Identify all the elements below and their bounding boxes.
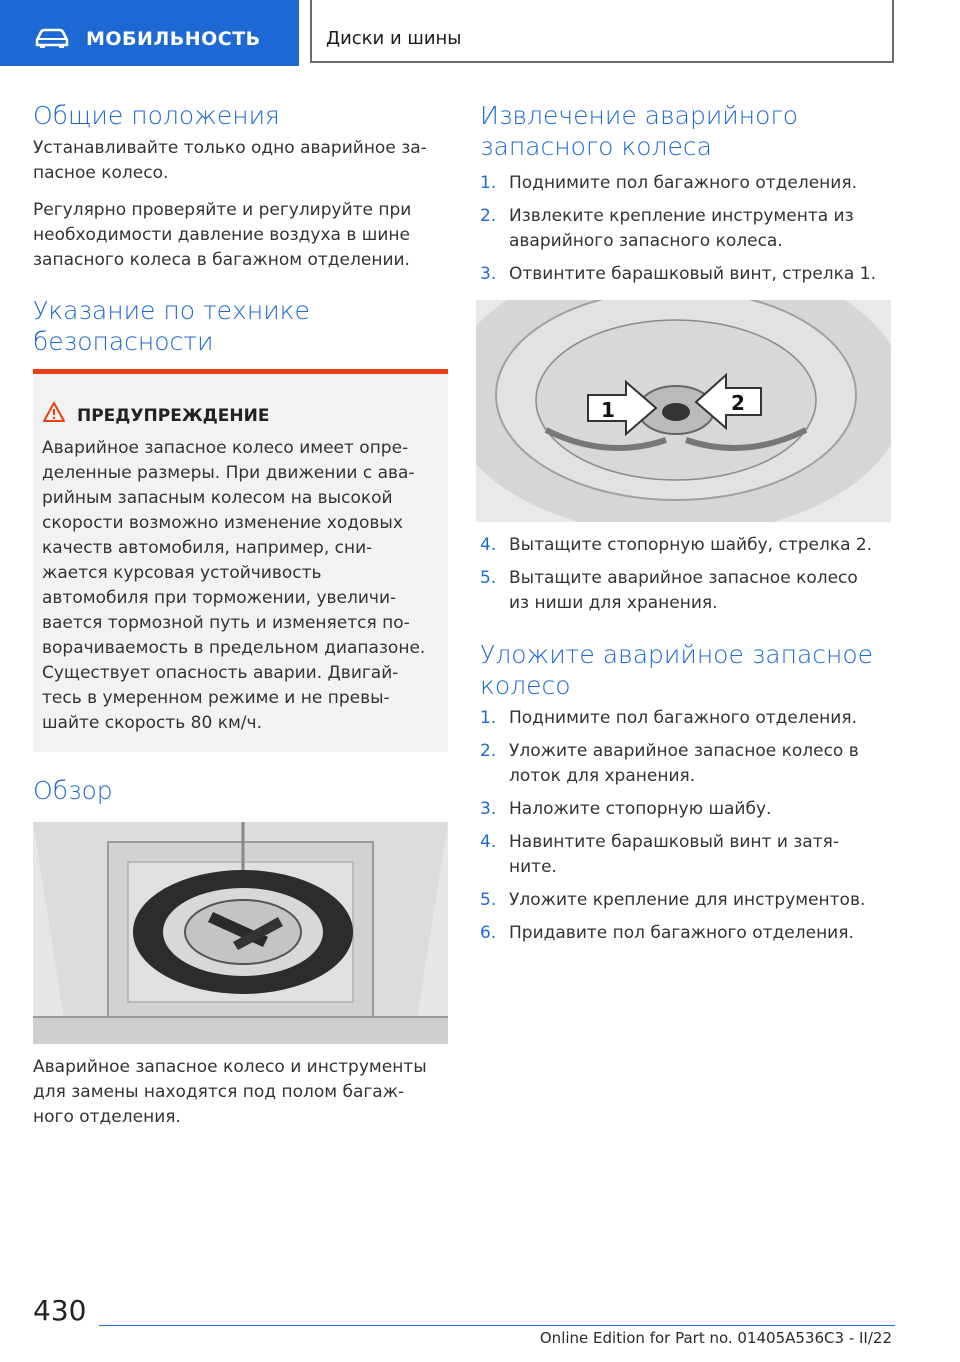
list-item: 6. Придавите пол багажного отделения. <box>480 923 854 943</box>
heading-overview: Обзор <box>33 776 113 805</box>
list-item: 1. Поднимите пол багажного отделения. <box>480 173 857 193</box>
trunk-spare-wheel-image <box>33 822 448 1044</box>
list-item: 4. Вытащите стопорную шайбу, стрелка 2. <box>480 535 873 555</box>
list-item: 2. Уложите аварийное запасное колесо в лоток для хранения. <box>480 741 859 786</box>
heading-safety: Указание по технике безопасности <box>33 296 310 356</box>
page-number: 430 <box>33 1294 87 1327</box>
list-item: 4. Навинтите барашковый винт и затя- ните. <box>480 832 839 877</box>
arrow-label-1: 1 <box>601 398 615 422</box>
stow-steps <box>480 706 900 946</box>
heading-removal: Извлечение аварийного запасного колеса <box>480 101 798 161</box>
list-item: 1. Поднимите пол багажного отделения. <box>480 708 857 728</box>
wheel-arrows-image <box>476 300 891 522</box>
heading-general: Общие положения <box>33 101 280 130</box>
car-icon <box>34 28 70 48</box>
general-para-1: Устанавливайте только одно аварийное за- пасное колесо. <box>33 138 427 183</box>
removal-steps-a <box>480 171 900 287</box>
footer-edition[interactable]: Online Edition for Part no. 01405A536C3 - II/22 <box>539 1329 892 1347</box>
warning-title: ПРЕДУПРЕЖДЕНИЕ <box>77 406 270 426</box>
list-item: 2. Извлеките крепление инструмента из аварийного запасного колеса. <box>480 206 854 251</box>
list-item: 5. Уложите крепление для инструментов. <box>480 890 866 910</box>
general-para-2: Регулярно проверяйте и регулируйте при необходимости давление воздуха в шине запасного колеса в багажном отделении. <box>33 200 412 270</box>
section-tab[interactable] <box>0 0 299 66</box>
section-label: МОБИЛЬНОСТЬ <box>86 28 261 50</box>
list-item: 3. Наложите стопорную шайбу. <box>480 799 772 819</box>
list-item: 5. Вытащите аварийное запасное колесо из ниши для хранения. <box>480 568 858 613</box>
chapter-label: Диски и шины <box>326 28 462 49</box>
list-item: 3. Отвинтите барашковый винт, стрелка 1. <box>480 264 876 284</box>
warning-text: Аварийное запасное колесо имеет опре- деленные размеры. При движении с ава- рийным запасным колесом на высокой скорости возможно изменение ходовых качеств автомобиля, например, сни- жается курсовая устойчивость автомобиля при торможении, увеличи- вается тормозной путь и изменяется по- ворачиваемость в предельном диапазоне. Существует опасность аварии. Двигай- тесь в умеренном режиме и не превы- шайте скорость 80 км/ч. <box>42 438 426 733</box>
warning-box <box>33 369 448 752</box>
removal-steps-b <box>480 533 900 616</box>
overview-caption: Аварийное запасное колесо и инструменты для замены находятся под полом багаж- ного отделения. <box>33 1057 427 1127</box>
footer-divider <box>99 1325 895 1326</box>
chapter-tab[interactable] <box>310 0 894 63</box>
arrow-label-2: 2 <box>731 391 745 415</box>
heading-stow: Уложите аварийное запасное колесо <box>480 640 874 700</box>
warning-triangle-icon <box>42 401 66 423</box>
